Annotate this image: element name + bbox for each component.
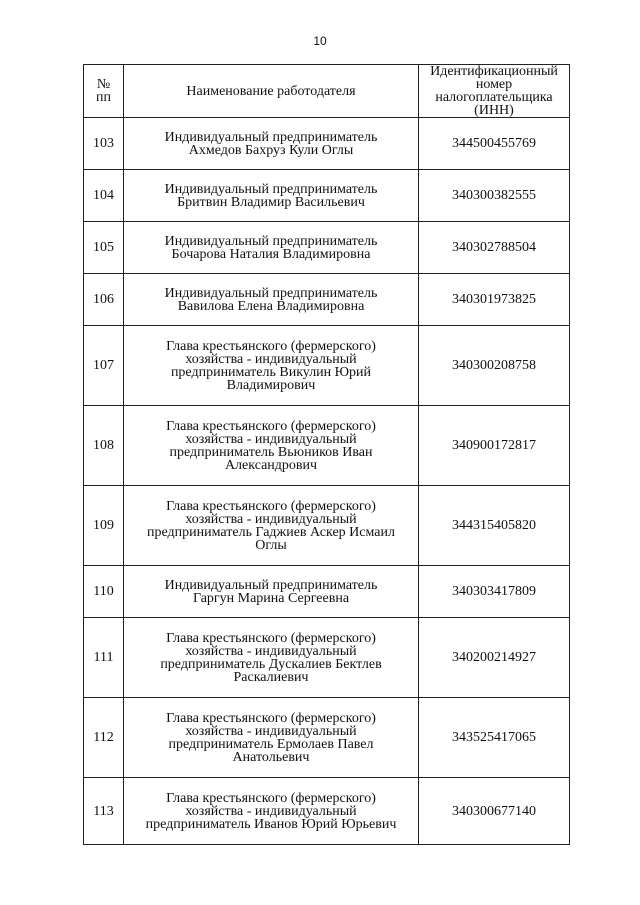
employer-name-line: хозяйства - индивидуальный	[185, 431, 357, 447]
table-row	[84, 274, 570, 326]
employer-name-line: предприниматель Иванов Юрий Юрьевич	[145, 816, 397, 832]
header-inn	[419, 65, 570, 118]
employer-name-line: хозяйства - индивидуальный	[185, 511, 357, 527]
employer-inn: 340300382555	[419, 170, 570, 222]
table-header-row	[84, 65, 570, 118]
employer-name	[124, 698, 419, 778]
employer-inn: 340200214927	[419, 618, 570, 698]
row-number: 105	[84, 222, 124, 274]
employer-table	[83, 64, 570, 845]
employer-name-line: Глава крестьянского (фермерского)	[166, 338, 376, 354]
table-body	[84, 118, 570, 845]
employer-name-line: Глава крестьянского (фермерского)	[166, 418, 376, 434]
employer-name-line: хозяйства - индивидуальный	[185, 723, 357, 739]
employer-name-line: Глава крестьянского (фермерского)	[166, 630, 376, 646]
employer-name-line: хозяйства - индивидуальный	[185, 351, 357, 367]
employer-name	[124, 170, 419, 222]
row-number: 108	[84, 406, 124, 486]
header-number-line: №	[96, 77, 111, 92]
employer-name-line: предприниматель Дускалиев Бектлев	[160, 656, 382, 672]
employer-name	[124, 274, 419, 326]
employer-name-line: Глава крестьянского (фермерского)	[166, 710, 376, 726]
employer-name-line: Гаргун Марина Сергеевна	[192, 590, 350, 606]
row-number: 113	[84, 778, 124, 845]
employer-name-line: предприниматель Вьюников Иван	[169, 444, 373, 460]
employer-name-line: Раскалиевич	[233, 669, 309, 685]
row-number: 103	[84, 118, 124, 170]
row-number: 112	[84, 698, 124, 778]
table-row	[84, 486, 570, 566]
table-row	[84, 326, 570, 406]
row-number: 107	[84, 326, 124, 406]
employer-name-line: Индивидуальный предприниматель	[164, 181, 378, 197]
employer-name	[124, 618, 419, 698]
employer-name-line: Ахмедов Бахруз Кули Оглы	[188, 142, 354, 158]
header-number	[84, 65, 124, 118]
table-row	[84, 778, 570, 845]
employer-name-line: Бритвин Владимир Васильевич	[177, 194, 365, 210]
page-number: 10	[313, 34, 327, 48]
employer-name-line: хозяйства - индивидуальный	[185, 643, 357, 659]
employer-name	[124, 406, 419, 486]
table-row	[84, 618, 570, 698]
employer-name-line: Анатольевич	[232, 749, 310, 765]
employer-inn: 344500455769	[419, 118, 570, 170]
header-number-line: пп	[96, 90, 111, 105]
employer-name-line: Владимирович	[226, 377, 316, 393]
header-employer-name-text: Наименование работодателя	[186, 83, 356, 99]
employer-name-line: Бочарова Наталия Владимировна	[171, 246, 371, 262]
employer-name-line: Глава крестьянского (фермерского)	[166, 790, 376, 806]
employer-name-line: Александрович	[224, 457, 318, 473]
table-row	[84, 170, 570, 222]
header-inn-line: налогоплательщика	[435, 90, 553, 105]
employer-name	[124, 118, 419, 170]
employer-name-line: Индивидуальный предприниматель	[164, 285, 378, 301]
row-number: 104	[84, 170, 124, 222]
employer-name-line: Индивидуальный предприниматель	[164, 577, 378, 593]
employer-name-line: хозяйства - индивидуальный	[185, 803, 357, 819]
employer-inn: 340301973825	[419, 274, 570, 326]
employer-name	[124, 778, 419, 845]
header-inn-line: (ИНН)	[474, 103, 514, 118]
table-row	[84, 406, 570, 486]
employer-inn: 343525417065	[419, 698, 570, 778]
employer-inn: 340300677140	[419, 778, 570, 845]
table-row	[84, 566, 570, 618]
employer-name	[124, 326, 419, 406]
table-row	[84, 698, 570, 778]
employer-inn: 340300208758	[419, 326, 570, 406]
employer-inn: 340900172817	[419, 406, 570, 486]
employer-name-line: Оглы	[255, 537, 287, 553]
table-row	[84, 118, 570, 170]
row-number: 109	[84, 486, 124, 566]
employer-name-line: Индивидуальный предприниматель	[164, 233, 378, 249]
employer-name	[124, 566, 419, 618]
employer-name-line: предприниматель Викулин Юрий	[170, 364, 372, 380]
header-inn-line: номер	[475, 77, 513, 92]
row-number: 110	[84, 566, 124, 618]
row-number: 111	[84, 618, 124, 698]
employer-inn: 344315405820	[419, 486, 570, 566]
employer-inn: 340302788504	[419, 222, 570, 274]
employer-name	[124, 486, 419, 566]
employer-name-line: Вавилова Елена Владимировна	[177, 298, 365, 314]
employer-name-line: предприниматель Гаджиев Аскер Исмаил	[147, 524, 395, 540]
employer-name-line: Индивидуальный предприниматель	[164, 129, 378, 145]
employer-name-line: Глава крестьянского (фермерского)	[166, 498, 376, 514]
table-row	[84, 222, 570, 274]
employer-name	[124, 222, 419, 274]
row-number: 106	[84, 274, 124, 326]
employer-inn: 340303417809	[419, 566, 570, 618]
header-employer-name	[124, 65, 419, 118]
header-inn-line: Идентификационный	[430, 64, 558, 79]
employer-name-line: предприниматель Ермолаев Павел	[168, 736, 374, 752]
